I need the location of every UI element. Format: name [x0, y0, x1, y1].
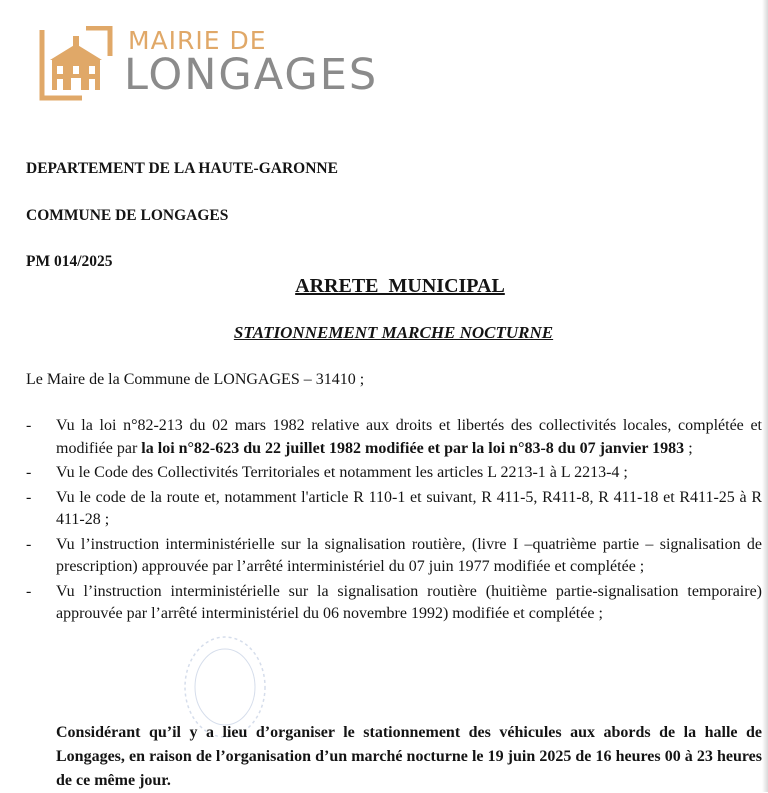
- list-item: [26, 581, 762, 626]
- intro-line: Le Maire de la Commune de LONGAGES – 31410 ;: [26, 371, 365, 388]
- list-item: [26, 462, 762, 485]
- list-dash: -: [26, 417, 32, 434]
- reference-number: PM 014/2025: [26, 253, 113, 270]
- list-dash: -: [26, 464, 32, 481]
- list-item: [26, 415, 762, 460]
- logo-text-mairie-de: MAIRIE DE: [128, 26, 267, 55]
- visa-text-plain: Vu la loi n°82-213 du 02 mars 1982 relative aux droits et libertés des collectivités locales, complétée et modifiée par: [56, 417, 762, 457]
- mairie-logo: [38, 26, 398, 106]
- visa-text: [56, 415, 762, 460]
- visa-text: Vu l’instruction interministérielle sur la signalisation routière, (livre I –quatrième partie – signalisation de prescription) approuvée par l’arrêté interministériel du 07 juin 1977 modifiée et complétée ;: [56, 535, 762, 575]
- visa-text-bold: la loi n°82-623 du 22 juillet 1982 modifiée et par la loi n°83-8 du 07 janvier 1983: [141, 439, 685, 457]
- departement-heading: DEPARTEMENT DE LA HAUTE-GARONNE: [26, 160, 338, 177]
- scan-edge-shadow: [762, 0, 768, 792]
- visa-text: Vu le code de la route et, notamment l'article R 110-1 et suivant, R 411-5, R411-8, R 411-18 et R411-25 à R 411-28 ;: [56, 488, 762, 528]
- commune-heading: COMMUNE DE LONGAGES: [26, 207, 229, 224]
- document-title: ARRETE MUNICIPAL: [295, 275, 505, 297]
- list-item: [26, 534, 762, 579]
- visa-text: Vu le Code des Collectivités Territoriales et notamment les articles L 2213-1 à L 2213-4 ;: [56, 464, 628, 481]
- document-subtitle: STATIONNEMENT MARCHE NOCTURNE: [233, 323, 554, 342]
- list-dash: -: [26, 582, 32, 600]
- list-dash: -: [26, 488, 32, 506]
- visas-list: [26, 415, 762, 626]
- visa-text-tail: ;: [684, 439, 693, 457]
- considerant-paragraph: Considérant qu’il y a lieu d’organiser le stationnement des véhicules aux abords de la halle de Longages, en raison de l’organisation d’un marché nocturne le 19 juin 2025 de 16 heures 00 à 23 heures de ce même jour.: [56, 724, 762, 789]
- logo-text-longages: LONGAGES: [124, 50, 379, 100]
- list-item: [26, 487, 762, 532]
- town-hall-logo-icon: [38, 26, 114, 102]
- list-dash: -: [26, 535, 32, 553]
- visa-text: Vu l’instruction interministérielle sur la signalisation routière (huitième partie-signalisation temporaire) approuvée par l’arrêté interministériel du 06 novembre 1992) modifiée et complétée ;: [56, 582, 762, 622]
